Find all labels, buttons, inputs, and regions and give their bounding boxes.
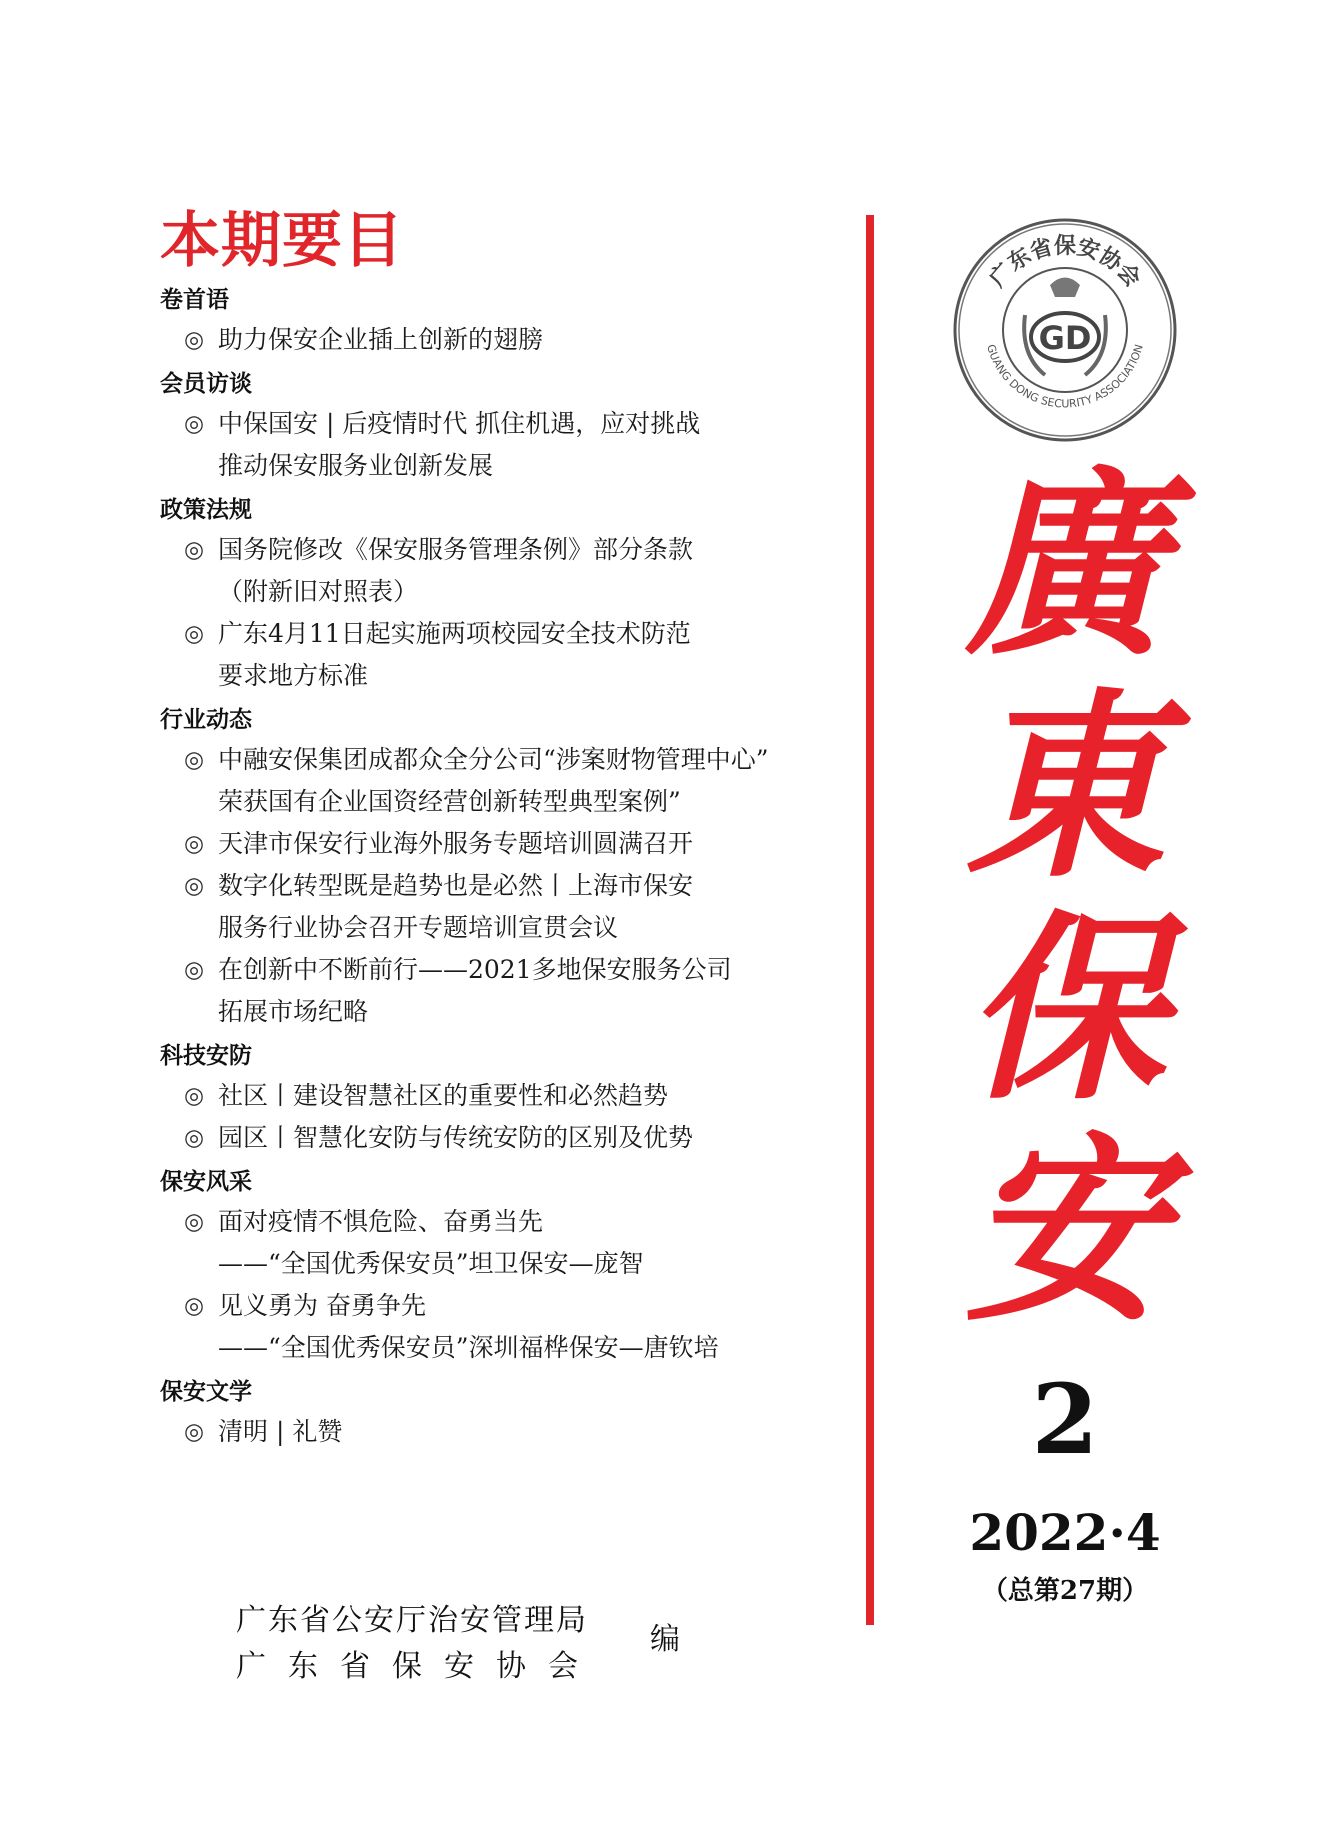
bullet-icon: ◎ <box>184 411 205 437</box>
toc-entry <box>184 739 860 823</box>
editor-line: 广东省保安协会 <box>236 1649 600 1684</box>
editors-block <box>236 1598 600 1690</box>
title-char: 東 <box>964 670 1165 905</box>
issue-total: （总第27期） <box>981 1576 1149 1606</box>
logo-english-text: GUANG DONG SECURITY ASSOCIATION <box>984 342 1146 411</box>
bullet-icon: ◎ <box>184 831 205 857</box>
table-of-contents <box>160 205 860 1453</box>
toc-heading: 本期要目 <box>160 206 404 276</box>
magazine-title <box>945 448 1185 1349</box>
entry-line: 推动保安服务业创新发展 <box>218 451 494 480</box>
entry-line: 社区丨建设智慧社区的重要性和必然趋势 <box>218 1081 669 1110</box>
section-title: 科技安防 <box>160 1043 252 1069</box>
section-title: 保安风采 <box>160 1169 252 1195</box>
entry-line: 面对疫情不惧危险、奋勇当先 <box>218 1207 544 1236</box>
toc-entry <box>184 403 860 487</box>
title-char: 保 <box>964 892 1165 1127</box>
toc-entry <box>184 1075 860 1117</box>
section-title: 卷首语 <box>160 287 229 313</box>
entry-line: 要求地方标准 <box>218 661 369 690</box>
bullet-icon: ◎ <box>184 1083 205 1109</box>
entry-line: 园区丨智慧化安防与传统安防的区别及优势 <box>218 1123 694 1152</box>
title-char: 廣 <box>964 448 1165 683</box>
entry-line: 服务行业协会召开专题培训宣贯会议 <box>218 913 619 942</box>
bullet-icon: ◎ <box>184 873 205 899</box>
bullet-icon: ◎ <box>184 537 205 563</box>
logo-center-text: GD <box>1038 319 1092 357</box>
red-divider <box>866 215 874 1625</box>
entry-line: 国务院修改《保安服务管理条例》部分条款 <box>218 535 694 564</box>
bullet-icon: ◎ <box>184 621 205 647</box>
toc-entry <box>184 1411 860 1453</box>
toc-entry <box>184 1285 860 1369</box>
logo-arc-text: 广东省保安协会 <box>985 234 1145 292</box>
bullet-icon: ◎ <box>184 1419 205 1445</box>
entry-line: 见义勇为 奋勇争先 <box>218 1291 426 1320</box>
entry-line: 荣获国有企业国资经营创新转型典型案例” <box>218 787 681 816</box>
toc-entry <box>184 865 860 949</box>
toc-entry <box>184 1117 860 1159</box>
toc-entry <box>184 949 860 1033</box>
entry-line: 广东4月11日起实施两项校园安全技术防范 <box>218 619 691 648</box>
toc-sections <box>160 281 860 1453</box>
bullet-icon: ◎ <box>184 327 205 353</box>
entry-line: ——“全国优秀保安员”坦卫保安—庞智 <box>218 1249 644 1278</box>
bullet-icon: ◎ <box>184 747 205 773</box>
section-title: 行业动态 <box>160 707 252 733</box>
entry-line: 助力保安企业插上创新的翅膀 <box>218 325 544 354</box>
edit-label: 编 <box>650 1622 680 1657</box>
toc-entry <box>184 1201 860 1285</box>
toc-entry <box>184 529 860 613</box>
bullet-icon: ◎ <box>184 1125 205 1151</box>
section-title: 会员访谈 <box>160 371 252 397</box>
entry-line: ——“全国优秀保安员”深圳福桦保安—唐钦培 <box>218 1333 719 1362</box>
editor-line: 广东省公安厅治安管理局 <box>236 1603 588 1638</box>
entry-line: 天津市保安行业海外服务专题培训圆满召开 <box>218 829 694 858</box>
entry-line: 在创新中不断前行——2021多地保安服务公司 <box>218 955 732 984</box>
entry-line: （附新旧对照表） <box>218 577 419 606</box>
section-title: 保安文学 <box>160 1379 252 1405</box>
bullet-icon: ◎ <box>184 1209 205 1235</box>
bullet-icon: ◎ <box>184 957 205 983</box>
bullet-icon: ◎ <box>184 1293 205 1319</box>
entry-line: 中保国安 | 后疫情时代 抓住机遇，应对挑战 <box>218 409 701 438</box>
logo-emblem-icon <box>950 215 1180 445</box>
entry-line: 清明 | 礼赞 <box>218 1417 343 1446</box>
toc-entry <box>184 613 860 697</box>
issue-number: 2 <box>1031 1363 1099 1476</box>
title-char: 安 <box>964 1114 1165 1349</box>
toc-entry <box>184 823 860 865</box>
section-title: 政策法规 <box>160 497 252 523</box>
entry-line: 拓展市场纪略 <box>218 997 369 1026</box>
entry-line: 数字化转型既是趋势也是必然丨上海市保安 <box>218 871 694 900</box>
issue-date: 2022·4 <box>969 1503 1161 1562</box>
toc-entry <box>184 319 860 361</box>
association-logo <box>950 215 1180 445</box>
entry-line: 中融安保集团成都众全分公司“涉案财物管理中心” <box>218 745 769 774</box>
